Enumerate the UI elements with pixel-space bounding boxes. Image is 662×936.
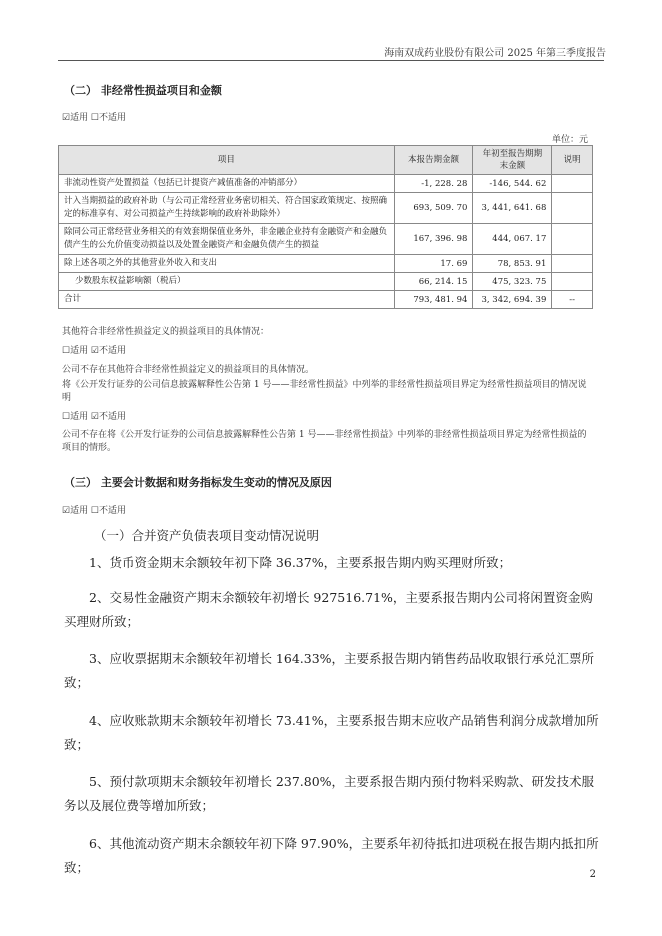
other-items-label: 其他符合非经常性损益定义的损益项目的具体情况： [62, 327, 270, 337]
row-current: 17. 69 [394, 255, 473, 273]
defined-items-text: 公司不存在将《公开发行证券的公司信息披露解释性公告第 1 号——非经常性损益》中列举的非经常性损益项目界定为经常性损益的项目的情形。 [62, 430, 587, 453]
balance-sheet-subtitle: （一）合并资产负债表项目变动情况说明 [94, 528, 320, 543]
change-item-1: 1、货币资金期末余额较年初下降 36.37%，主要系报告期内购买理财所致； [89, 555, 512, 570]
row-current: 693, 509. 70 [394, 193, 473, 224]
table-header-row [59, 146, 593, 175]
col-header-item: 项目 [59, 146, 395, 175]
header-divider [58, 60, 604, 61]
other-items-text: 公司不存在其他符合非经常性损益定义的损益项目的具体情况。 [62, 365, 315, 375]
table-row [59, 273, 593, 291]
non-recurring-items-table [58, 145, 593, 309]
change-item-5: 5、预付款项期末余额较年初增长 237.80%，主要系报告期内预付物料采购款、研发技术服务以及展位费等增加所致； [64, 774, 595, 813]
row-ytd: 3, 342, 694. 39 [473, 291, 552, 309]
change-item-2: 2、交易性金融资产期末余额较年初增长 927516.71%，主要系报告期内公司将闲置资金购买理财所致； [64, 590, 593, 629]
unit-label: 单位：元 [551, 135, 588, 145]
table-row [59, 224, 593, 255]
row-ytd: 475, 323. 75 [473, 273, 552, 291]
row-ytd: 3, 441, 641. 68 [473, 193, 552, 224]
row-note [552, 255, 593, 273]
col-header-current: 本报告期金额 [394, 146, 473, 175]
row-current: 66, 214. 15 [394, 273, 473, 291]
row-ytd: 444, 067. 17 [473, 224, 552, 255]
row-note [552, 193, 593, 224]
table-row [59, 175, 593, 193]
table-total-row [59, 291, 593, 309]
section-2-applicable: ☑适用 ☐不适用 [62, 113, 126, 123]
col-header-note: 说明 [552, 146, 593, 175]
section-3-title: （三） 主要会计数据和财务指标发生变动的情况及原因 [64, 476, 332, 489]
row-ytd: 78, 853. 91 [473, 255, 552, 273]
change-item-4: 4、应收账款期末余额较年初增长 73.41%，主要系报告期末应收产品销售利润分成款增加所致； [64, 713, 599, 752]
change-item-3: 3、应收票据期末余额较年初增长 164.33%，主要系报告期内销售药品收取银行承兑汇票所致； [64, 651, 595, 690]
row-item: 计入当期损益的政府补助（与公司正常经营业务密切相关、符合国家政策规定、按照确定的标准享有、对公司损益产生持续影响的政府补助除外） [59, 193, 395, 224]
page-number: 2 [589, 869, 596, 880]
table-row [59, 255, 593, 273]
row-item: 合计 [59, 291, 395, 309]
change-item-6: 6、其他流动资产期末余额较年初下降 97.90%，主要系年初待抵扣进项税在报告期内抵扣所致； [64, 836, 599, 875]
section-2-title: （二） 非经常性损益项目和金额 [64, 84, 222, 97]
section-3-applicable: ☑适用 ☐不适用 [62, 506, 126, 516]
row-item: 非流动性资产处置损益（包括已计提资产减值准备的冲销部分） [59, 175, 395, 193]
col-header-ytd: 年初至报告期期末金额 [473, 146, 552, 175]
row-item: 少数股东权益影响额（税后） [59, 273, 395, 291]
row-ytd: -146, 544. 62 [473, 175, 552, 193]
row-note: -- [552, 291, 593, 309]
row-item: 除上述各项之外的其他营业外收入和支出 [59, 255, 395, 273]
table-row [59, 193, 593, 224]
other-items-applicable: ☐适用 ☑不适用 [62, 346, 126, 356]
row-current: -1, 228. 28 [394, 175, 473, 193]
defined-items-label: 将《公开发行证券的公司信息披露解释性公告第 1 号——非经常性损益》中列举的非经常性损益项目界定为经常性损益项目的情况说明 [62, 380, 587, 403]
row-current: 167, 396. 98 [394, 224, 473, 255]
row-item: 除同公司正常经营业务相关的有效套期保值业务外，非金融企业持有金融资产和金融负债产生的公允价值变动损益以及处置金融资产和金融负债产生的损益 [59, 224, 395, 255]
row-note [552, 273, 593, 291]
report-header: 海南双成药业股份有限公司 2025 年第三季度报告 [384, 48, 606, 59]
row-note [552, 175, 593, 193]
defined-items-applicable: ☐适用 ☑不适用 [62, 412, 126, 422]
row-note [552, 224, 593, 255]
row-current: 793, 481. 94 [394, 291, 473, 309]
